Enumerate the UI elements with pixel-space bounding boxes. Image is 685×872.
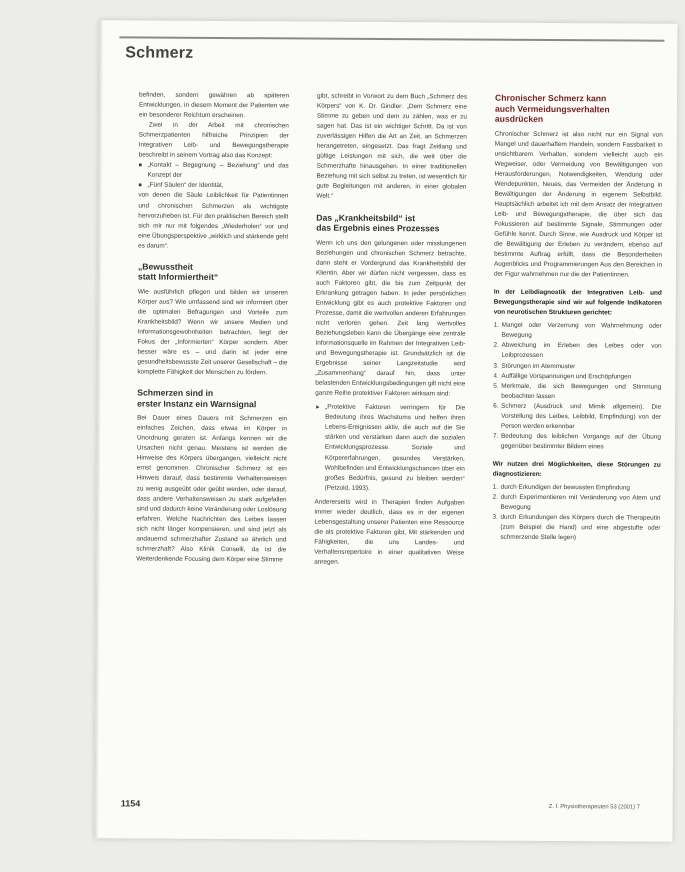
quote-list — [315, 403, 466, 494]
list-item: 7. Bedeutung des leiblichen Vorgangs auf der Übung gegenüber bestimmter Bildern eines — [492, 432, 661, 451]
paragraph: von denen die Säule Leiblichkeit für Patientinnen und chronischen Schmerzen als wichtigste hervorzuheben ist. Für den praktischen Bereich stellt sich mir nur mit folgendes „Wiederholen“ vor und eine Übungsperspektive „wirklich und stärkende geht es darum“. — [138, 191, 289, 250]
document-page — [95, 20, 678, 842]
paragraph: gibt, schreibt in Vorwort zu dem Buch „Schmerz des Körpers“ von K. Dr. Gindler: „Dem Schmerz eine Stimme zu geben und dem zu zählen, was er zu sagen hat. Das ist ein wichtiger Schritt. Da ist von zuverlässigen Hilfen die Art an Zeit, an Schmerzen herangetreten, eingesetzt. Das fragt Zeitlang und gültige Leistungen mit sich, die weit über die Schmerzhafte hinausgehen. In einer traditionellen Beziehung mit sich selbst zu treten, ist wesentlich für gute Begleitungen mit anderen, in einer globalen Welt.“ — [316, 92, 468, 201]
list-item: 3. durch Erkundungen des Körpers durch die Therapeutin (zum Beispiel die Hand) und eine abgestufte oder schmerzende Stelle legen) — [492, 513, 661, 542]
list-item: 3. Störungen im Atemmuster — [493, 362, 576, 370]
list-item: 2. Abweichung im Erleben des Leibes oder von Leibprozessen — [493, 342, 662, 360]
list-item: 6. Schmerz (Ausdruck und Mimik allgemein). Die Vorstellung des Leibes, Leibbild, Empfindung) von der Person werden erkennbar — [493, 402, 662, 430]
paragraph: Bei Dauer eines Dauers mit Schmerzen ein einfaches Zeichen, dass etwas im Körper in Unordnung geraten ist. Anfangs kennen wir die Ursachen nicht genau. Meistens ist werden die Hinweise des Körpers übergangen, vielleicht nicht ernst genommen. Chronischer Schmerz ist ein Hinweis darauf, dass bestimmte Verhaltensweisen zu wenig ausgeübt oder geübt werden, oder darauf, dass andere Verhaltensweisen zu stark aufgefallen sind und dadurch keine Veränderung oder Loslösung erfahren. Welche Nachrichten des Leibes lassen sich nicht länger kompensieren, und sind jetzt als andauernd schmerzhafter Zustand so ähnlich und schmerzhaft? Also Klinik Conselli, da ist die Weiterdenkende Focusing dem Körper eine Stimme — [136, 414, 288, 564]
list-item: 4. Auffällige Vorspannungen und Erschöpfungen — [493, 372, 632, 381]
subheading: Schmerzen sind in erster Instanz ein Warnsignal — [137, 387, 257, 409]
list-item: ■ „Kontakt – Begegnung – Beziehung“ und das Konzept der — [139, 161, 289, 182]
subheading: Chronischer Schmerz kann auch Vermeidungsverhalten ausdrücken — [494, 92, 610, 124]
column-3 — [492, 93, 663, 548]
list-item: 1. Mangel oder Verzerrung von Wahrnehmung oder Bewegung — [493, 321, 662, 340]
bullet-list — [138, 161, 288, 192]
list-item: 2. durch Experimentieren mit Veränderung von Atem und Bewegung — [492, 493, 661, 512]
quote-item: ► „Protektive Faktoren verringern für Die Bedeutung ihres Wachstums und helfen ihren Lebens-Ereignissen aktiv, die auch auf die Sie stärken und verstärken dann auch die sozialen Entwicklungsprozesse. Soziale und Körpererfahrungen, gesundes Verstärken, Wohlbefinden und Entwicklungschancen über ein großes Bedürfnis, gesund zu bleiben werden“ (Petzold, 1993). — [315, 403, 466, 494]
paragraph: Andererseits wird in Therapien finden Aufgaben immer wieder deutlich, dass es in der eigenen Lebensgestaltung unserer Patienten eine Ressource die als protektive Faktoren gibt, Mit stärkenden und Fähigkeiten, die uns Landes- und Verhaltensrepertoire in einer qualitativen Weise anregen. — [314, 498, 465, 566]
subheading: Das „Krankheitsbild“ ist das Ergebnis eines Prozesses — [316, 212, 440, 234]
bold-paragraph: In der Leibdiagnostik der Integrativen Leib- und Bewegungstherapie sind wir auf folgende Indikatoren von neurotischen Strukturen gerichtet: — [493, 288, 662, 317]
page-number: 1154 — [120, 798, 141, 809]
numbered-list-methods — [492, 483, 660, 544]
list-item: 5. Merkmale, die sich Bewegungen und Stimmung beobachten lassen — [493, 382, 662, 400]
paragraph: Chronischer Schmerz ist also nicht nur ein Signal von Mangel und dauerhaftem Handeln, sondern Fassbarkeit in unsichtbarem Verhalten, sondern vielleicht auch ein Wegweiser, oder Vermeidung von Bewältigungen von Herausforderungen, Notwendigkeiten, Wendung oder Wendepunkten, Neues, das Vermeiden der Änderung in Bewältigungen der Änderung in eigenem Selbstbild. Hauptsächlich arbeitet ich mit dem Ansatz der Integrativen Leib- und Bewegungstherapie, die über sich das Fokussieren auf bestimmte Signale, Stimmungen oder Gefühle kennt. Durch Sinne, wie Ausdruck und Körper ist die Bewältigung der Erleben zu verändern, ebenso auf bestimmte Auftrag erfüllt, dass die Besonderheiten Augenblicks und Programmierungen Aus den Bereichen in der Figur wahrnehmen nur die der Patientinnen. — [493, 130, 663, 279]
numbered-list-indicators — [493, 321, 662, 453]
paragraph: Wenn ich uns den gelungenen oder misslungenen Beziehungen und chronischen Schmerz betrachte, dann steht er Vordergrund das Krankheitsbild der Klientin. Aber wir dürfen nicht vergessen, dass es auch Faktoren gibt, die bis zum Zeitpunkt der Erkrankung getragen haben. In jeder persönlichen Entwicklung gibt es auch protektive Faktoren und Prozesse, damit die wertvollen anderen Erfahrungen nicht verloren gehen. Zeit lang wertvolles Beziehungsleben kann die Übergänge eine zentrale Informationsquelle im Rahmen der Integrativen Leib- und Bewegungstherapie ist. Grundsätzlich ist die Ergebnisse seiner Langzeitstudie wird „Zusammenhang“ darauf hin, dass unter belastenden Entwicklungsbedingungen gilt nicht eine ganze Reihe protektiver Faktoren wirksam sind: — [315, 239, 467, 398]
paragraph: Wie ausführlich pflegen und bilden wir unseren Körper aus? Wie umfassend sind wir informiert über die optimalen Befragungen und Vorteile zum Krankheitsbild? Wenn wir unsere Medien und Informationsgewohnheiten betrachten, liegt der Fokus der „Informierten“ Körper sondern. Aber besser wäre es – und darin ist jeder eine gesundheitsbewusste Zeit unserer Gesellschaft – die komplette Fähigkeit der Menschen zu fördern. — [137, 288, 288, 377]
journal-citation: Z. f. Physiotherapeuten 53 (2001) 7 — [548, 804, 640, 811]
column-1 — [136, 90, 289, 565]
paragraph: befinden, sondern gewähren ab späteren Entwicklungen, in diesem Moment der Patienten wie ein besonderer Reichtum erscheinen. — [138, 91, 290, 120]
section-title: Schmerz — [125, 44, 194, 62]
subheading: „Bewusstheit statt Informiertheit“ — [137, 261, 219, 283]
paragraph: Zwei in der Arbeit mit chronischen Schmerzpatienten hilfreiche Prinzipien der Integrativen Leib- und Bewegungstherapie beschreibt in seinem Vortrag also das Konzept: — [138, 121, 289, 160]
column-2 — [314, 92, 467, 569]
list-item: ■ „Fünf Säulen“ der Identität, — [138, 181, 288, 192]
header-rule — [119, 36, 664, 67]
list-item: 1. durch Erkundigen der bewussten Empfindung — [492, 483, 631, 492]
bold-paragraph: Wir nutzen drei Möglichkeiten, diese Störungen zu diagnostizieren: — [492, 460, 661, 478]
